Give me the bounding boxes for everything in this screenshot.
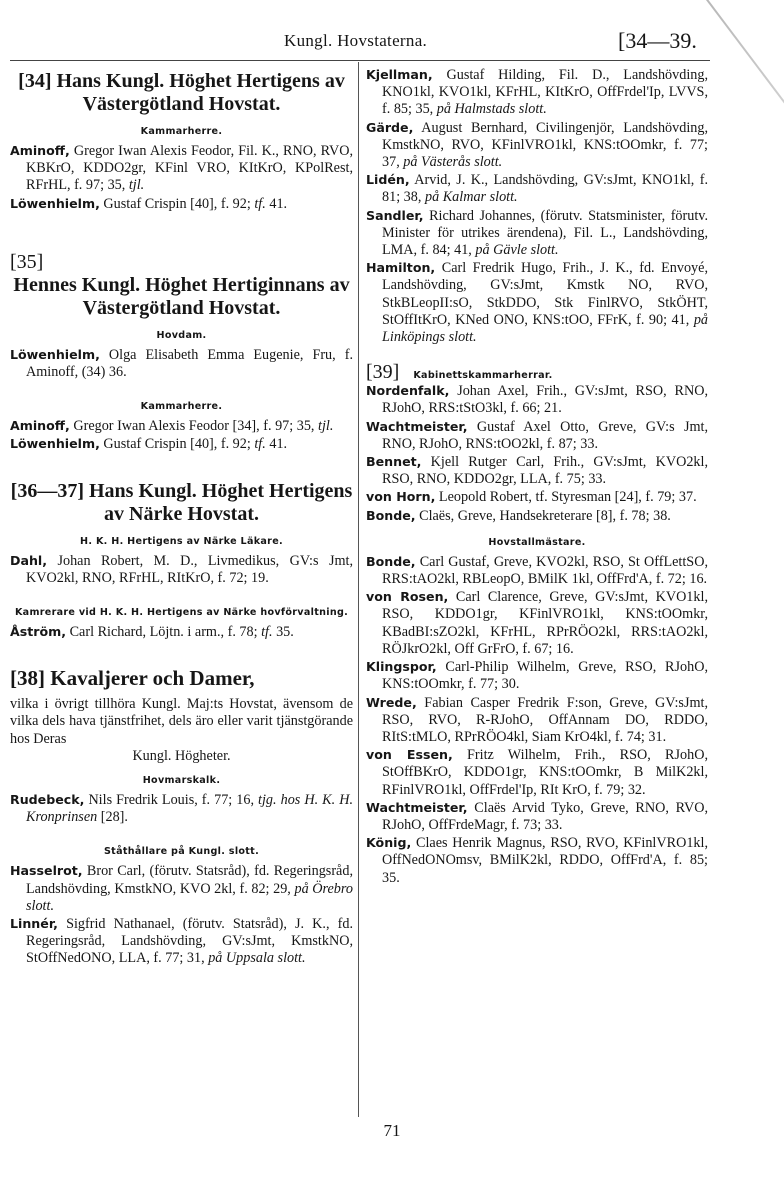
section-35-number: [35] — [10, 250, 44, 273]
entry: Löwenhielm, Olga Elisabeth Emma Eugenie, Fru, f. Aminoff, (34) 36. — [10, 346, 353, 381]
entry: König, Claes Henrik Magnus, RSO, RVO, KFinlVRO1kl, OffNedONOmsv, BMilK2kl, RDDO, OffFrd'A, f. 85; 35. — [366, 835, 708, 886]
entry: Hamilton, Carl Fredrik Hugo, Frih., J. K., fd. Envoyé, Landshövding, GV:sJmt, Kmstk NO, RVO, StkBLeopII:sO, StkDDO, Stk FinlRVO, StkÖHT, StOffItKrO, KNed ONO, KNS:tOO, FFrK, f. 90; 41, på Linköpings slott. — [366, 260, 708, 346]
entry: Wachtmeister, Claës Arvid Tyko, Greve, RNO, RVO, RJohO, OffFrdeMagr, f. 73; 33. — [366, 799, 708, 833]
entry: von Rosen, Carl Clarence, Greve, GV:sJmt, KVO1kl, RSO, KDDO1gr, KFinlVRO1kl, KNS:tOOmkr, KBadBI:sZO2kl, KFrHL, RPrRÖO2kl, RRS:tAO2kl, RÖJkrO2kl, Off GrFrO, f. 67; 16. — [366, 589, 708, 657]
section-38-intro: vilka i övrigt tillhöra Kungl. Maj:ts Hovstat, ävensom de vilka dels hava tjänstfrihet, dels äro eller varit tjänstgörande hos Deras — [10, 696, 353, 747]
section-34-subheading: Kammarherre. — [140, 126, 223, 137]
entry: Wrede, Fabian Casper Fredrik F:son, Greve, GV:sJmt, RSO, RVO, R-RJohO, OffAnnam DO, RDDO, RItS:tMLO, RPrRÖO4kl, Siam KrO4kl, f. 74; 31. — [366, 694, 708, 745]
section-35 — [10, 251, 353, 454]
section-38 — [10, 667, 353, 967]
entry: Hasselrot, Bror Carl, (förutv. Statsråd), fd. Regeringsråd, Landshövding, KmstkNO, KVO 2kl, f. 82; 29, på Örebro slott. — [10, 863, 353, 914]
entry: Åström, Carl Richard, Löjtn. i arm., f. 78; tf. 35. — [10, 624, 294, 641]
section-range: [34—39. — [618, 28, 697, 53]
section-35-subheading-2: Kammarherre. — [140, 401, 223, 413]
entry: Nordenfalk, Johan Axel, Frih., GV:sJmt, RSO, RNO, RJohO, RRS:tStO3kl, f. 66; 21. — [366, 383, 708, 417]
entry: Löwenhielm, Gustaf Crispin [40], f. 92; tf. 41. — [10, 195, 288, 212]
entry: Bonde, Claës, Greve, Handsekreterare [8], f. 78; 38. — [366, 507, 671, 524]
entry: Klingspor, Carl-Philip Wilhelm, Greve, RSO, RJohO, KNS:tOOmkr, f. 77; 30. — [366, 659, 708, 693]
running-header — [0, 27, 784, 57]
entry: Linnér, Sigfrid Nathanael, (förutv. Statsråd), J. K., fd. Regeringsråd, Landshövding, GV:sJmt, KmstkNO, StOffNedONO, LLA, f. 77; 31, på Uppsala slott. — [10, 916, 353, 967]
entry: Kjellman, Gustaf Hilding, Fil. D., Landshövding, KNO1kl, KVO1kl, KFrHL, KItKrO, OffFrdel'Ip, LVVS, f. 85; 35, på Halmstads slott. — [366, 67, 708, 118]
right-column — [366, 66, 708, 887]
entry: Sandler, Richard Johannes, (förutv. Statsminister, förutv. Minister för utrikes ärendena), Fil. L., Landshövding, LMA, f. 84; 41, på Gävle slott. — [366, 207, 708, 259]
entry: Wachtmeister, Gustaf Axel Otto, Greve, GV:s Jmt, RNO, RJohO, RNS:tOO2kl, f. 87; 33. — [366, 418, 708, 452]
entry: von Essen, Fritz Wilhelm, Frih., RSO, RJohO, StOffBKrO, KDDO1gr, KNS:tOOmkr, B MilK2kl, RFinlVRO1kl, OffFrdel'Ip, RIt KrO, f. 79; 32. — [366, 747, 708, 798]
section-36-37 — [10, 480, 353, 642]
section-36-subheading: H. K. H. Hertigens av Närke Läkare. — [80, 535, 283, 547]
entry: Dahl, Johan Robert, M. D., Livmedikus, GV:s Jmt, KVO2kl, RNO, RFrHL, RItKrO, f. 72; 19. — [10, 552, 353, 586]
entry: Lidén, Arvid, J. K., Landshövding, GV:sJmt, KNO1kl, f. 81; 38, på Kalmar slott. — [366, 172, 708, 206]
section-36-subheading-2: Kamrerare vid H. K. H. Hertigens av Närke hovförvaltning. — [14, 607, 349, 619]
header-rule — [10, 60, 710, 61]
section-35-subheading: Hovdam. — [156, 329, 207, 341]
entry: von Horn, Leopold Robert, tf. Styresman [24], f. 79; 37. — [366, 489, 697, 506]
entry: Bennet, Kjell Rutger Carl, Frih., GV:sJmt, KVO2kl, RSO, RNO, KDDO2gr, LLA, f. 75; 33. — [366, 454, 708, 488]
entry: Gärde, August Bernhard, Civilingenjör, Landshövding, KmstkNO, RVO, KFinlVRO1kl, KNS:tOOmkr, f. 77; 37, på Västerås slott. — [366, 119, 708, 171]
entry: Aminoff, Gregor Iwan Alexis Feodor [34], f. 97; 35, tjl. — [10, 418, 334, 435]
left-column — [10, 66, 353, 968]
section-39-number: [39] — [366, 361, 400, 384]
section-39-subheading: Kabinettskammarherrar. — [413, 370, 553, 382]
section-36-37-title: [36—37] Hans Kungl. Höghet Hertigens av Närke Hovstat. — [10, 479, 353, 525]
section-34 — [10, 70, 353, 213]
section-34-title: [34] Hans Kungl. Höghet Hertigens av Västergötland Hovstat. — [18, 70, 345, 115]
hovstallmastare-subheading: Hovstallmästare. — [488, 536, 586, 548]
column-divider — [358, 62, 359, 1117]
section-38-subheading: Hovmarskalk. — [142, 775, 221, 787]
page-number: 71 — [383, 1121, 401, 1140]
section-38-title: [38] Kavaljerer och Damer, — [10, 666, 255, 691]
entry: Löwenhielm, Gustaf Crispin [40], f. 92; tf. 41. — [10, 436, 288, 453]
section-38-intro-end: Kungl. Högheter. — [132, 747, 231, 764]
section-39-heading — [366, 361, 708, 384]
section-38-subheading-2: Ståthållare på Kungl. slott. — [103, 846, 260, 858]
section-35-title: Hennes Kungl. Höghet Hertiginnans av Västergötland Hovstat. — [13, 273, 350, 319]
running-title: Kungl. Hovstaterna. — [284, 31, 428, 50]
entry: Bonde, Carl Gustaf, Greve, KVO2kl, RSO, St OffLettSO, RRS:tAO2kl, RBLeopO, BMilK 1kl, OffFrd'A, f. 72; 16. — [366, 553, 708, 588]
entry: Rudebeck, Nils Fredrik Louis, f. 77; 16, tjg. hos H. K. H. Kronprinsen [28]. — [10, 792, 353, 826]
entry: Aminoff, Gregor Iwan Alexis Feodor, Fil. K., RNO, RVO, KBKrO, KDDO2gr, KFinl VRO, KItKrO, KPolRest, RFrHL, f. 97; 35, tjl. — [10, 143, 353, 194]
